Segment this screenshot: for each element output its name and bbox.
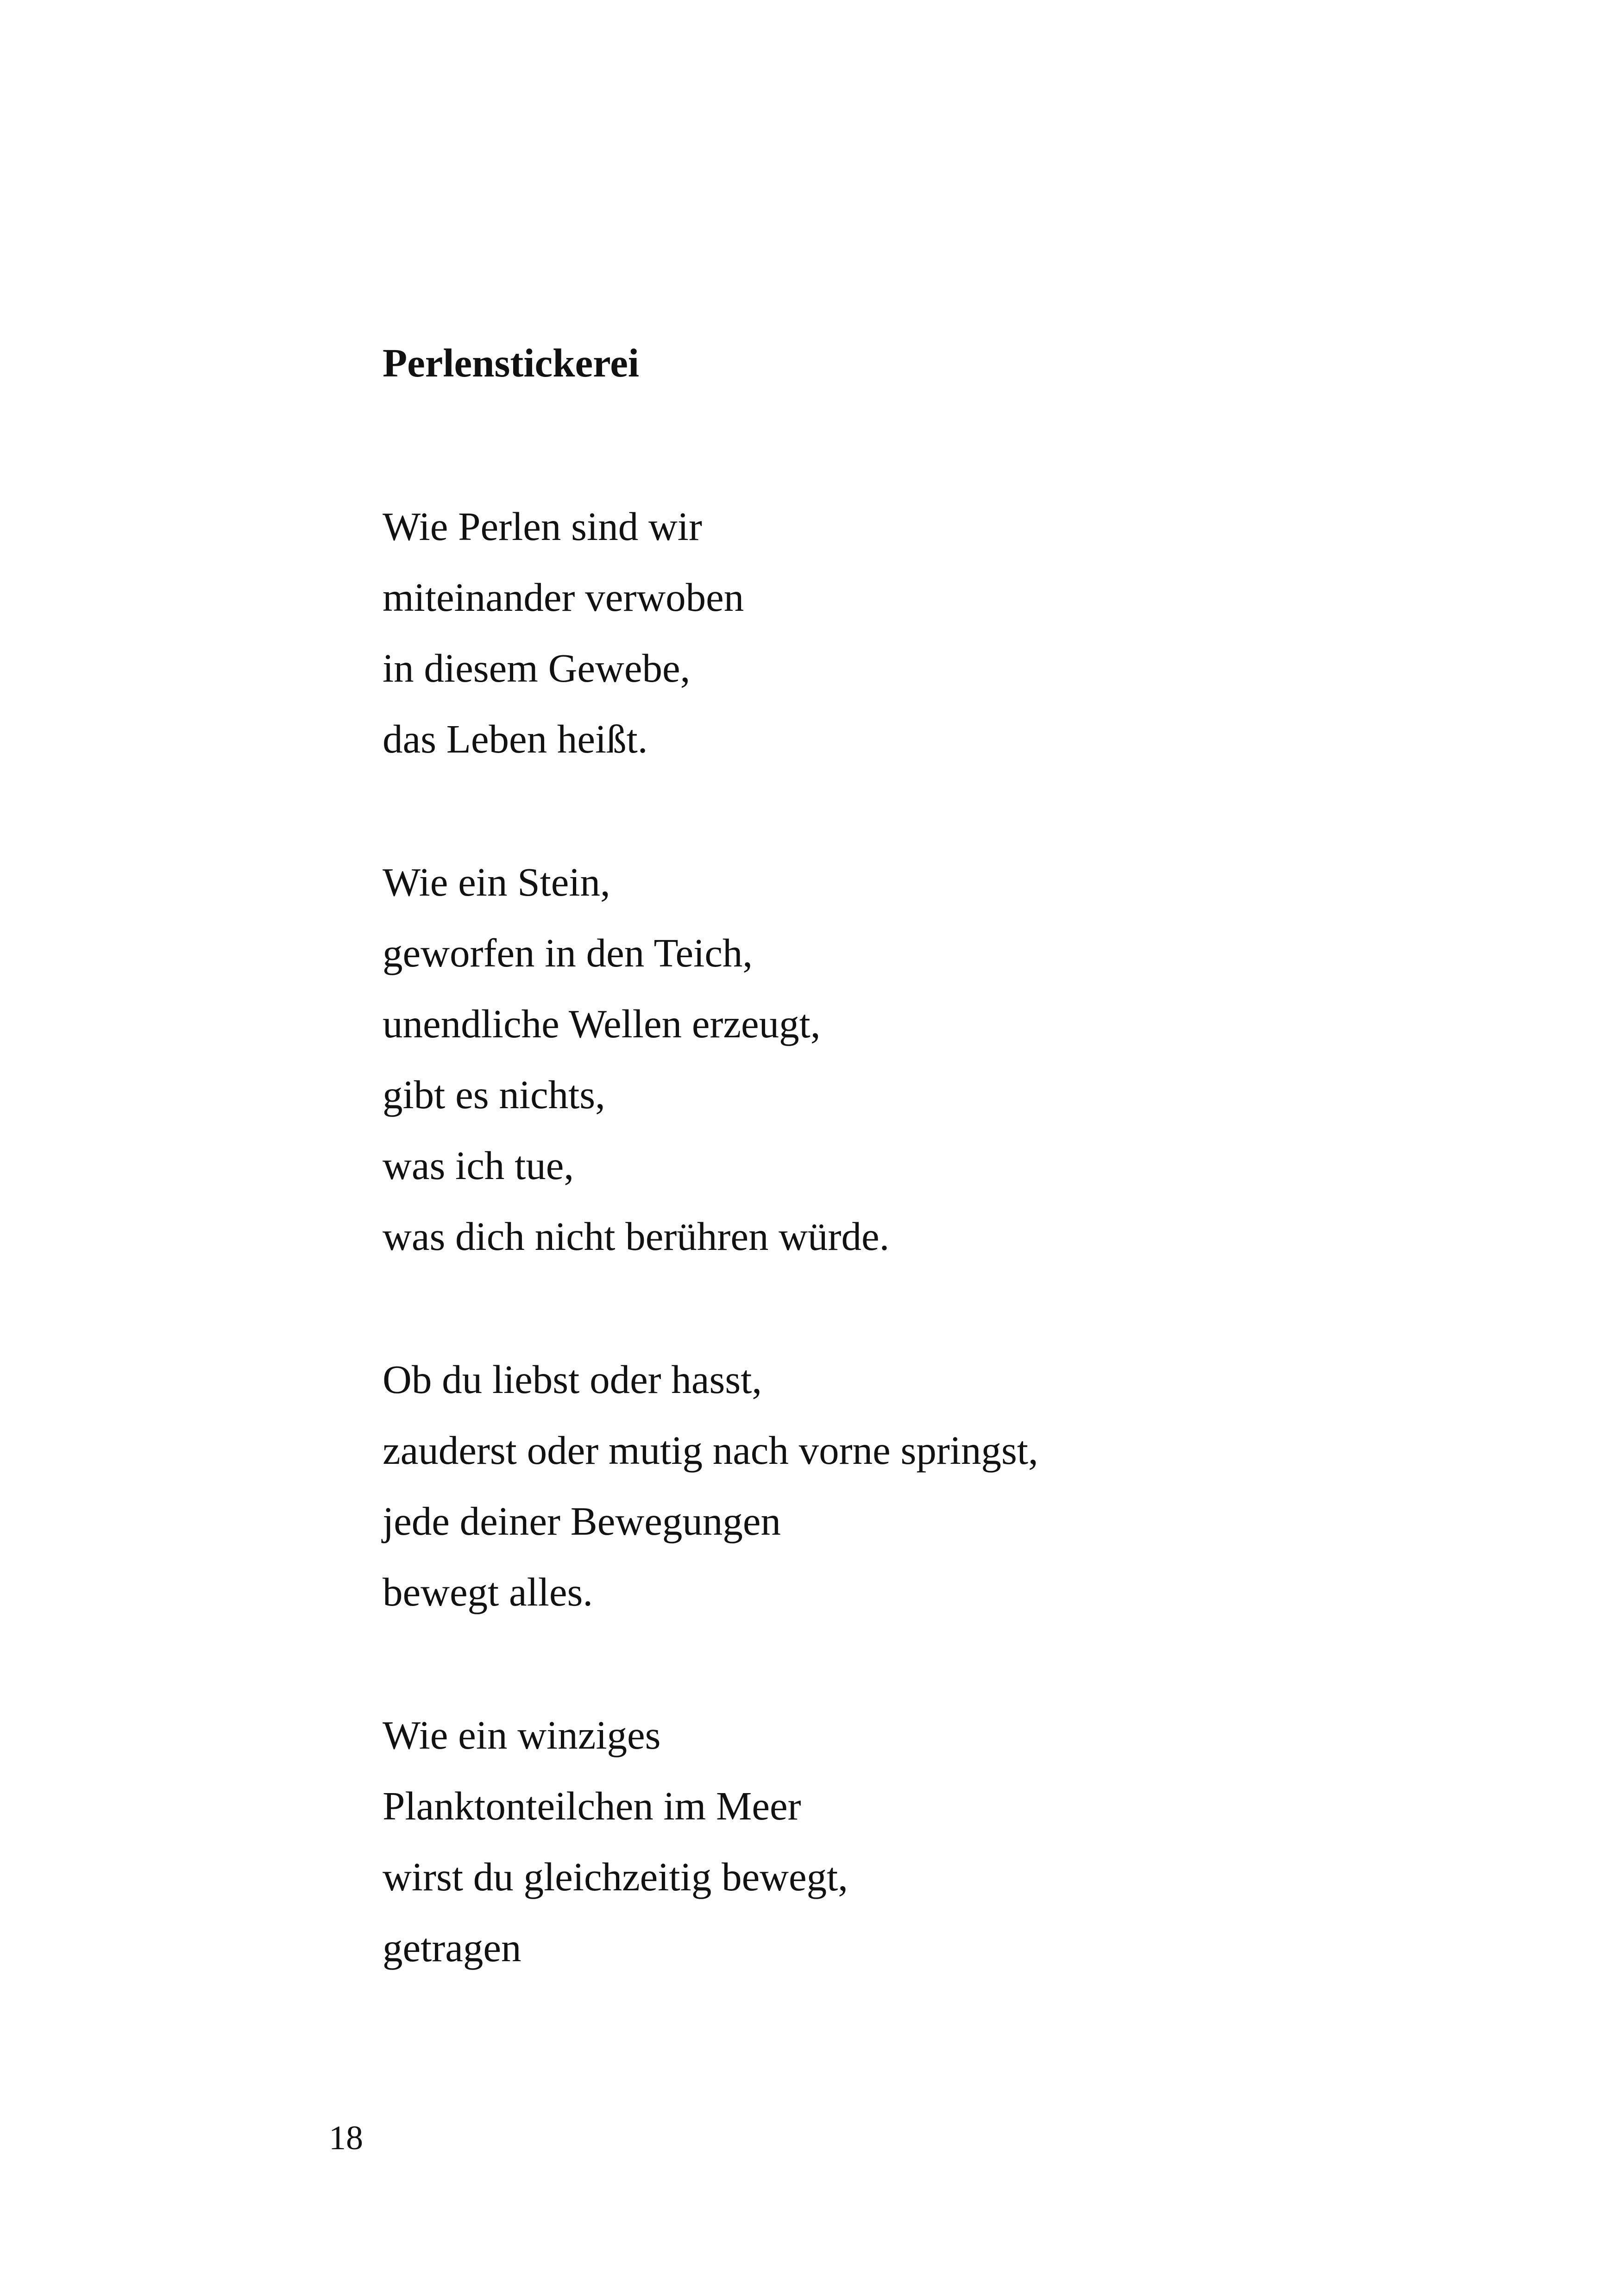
poem-line: Wie ein winziges: [383, 1713, 661, 1757]
poem-body: [383, 491, 1587, 2055]
stanza-4: [383, 1700, 1587, 1983]
poem-line: zauderst oder mutig nach vorne springst,: [383, 1428, 1038, 1473]
poem-title: Perlenstickerei: [383, 340, 639, 385]
poem-line: geworfen in den Teich,: [383, 930, 753, 975]
poem-line: Wie ein Stein,: [383, 859, 610, 904]
poem-line: was dich nicht berühren würde.: [383, 1214, 890, 1259]
poem-line: jede deiner Bewegungen: [383, 1499, 781, 1543]
stanza-3: [383, 1344, 1587, 1627]
poem-line: das Leben heißt.: [383, 716, 648, 761]
stanza-2: [383, 847, 1587, 1272]
poem-line: Planktonteilchen im Meer: [383, 1783, 801, 1828]
poem-line: gibt es nichts,: [383, 1072, 605, 1117]
stanza-1: [383, 491, 1587, 774]
poem-line: in diesem Gewebe,: [383, 646, 691, 690]
poem-line: wirst du gleichzeitig bewegt,: [383, 1854, 848, 1899]
poem-line: getragen: [383, 1925, 521, 1970]
poem-line: Wie Perlen sind wir: [383, 504, 702, 549]
poem-line: miteinander verwoben: [383, 575, 744, 620]
poem-line: bewegt alles.: [383, 1569, 593, 1614]
poem-line: was ich tue,: [383, 1143, 574, 1188]
poem-line: unendliche Wellen erzeugt,: [383, 1001, 821, 1046]
poem-line: Ob du liebst oder hasst,: [383, 1357, 762, 1402]
page-number: 18: [329, 2119, 363, 2157]
